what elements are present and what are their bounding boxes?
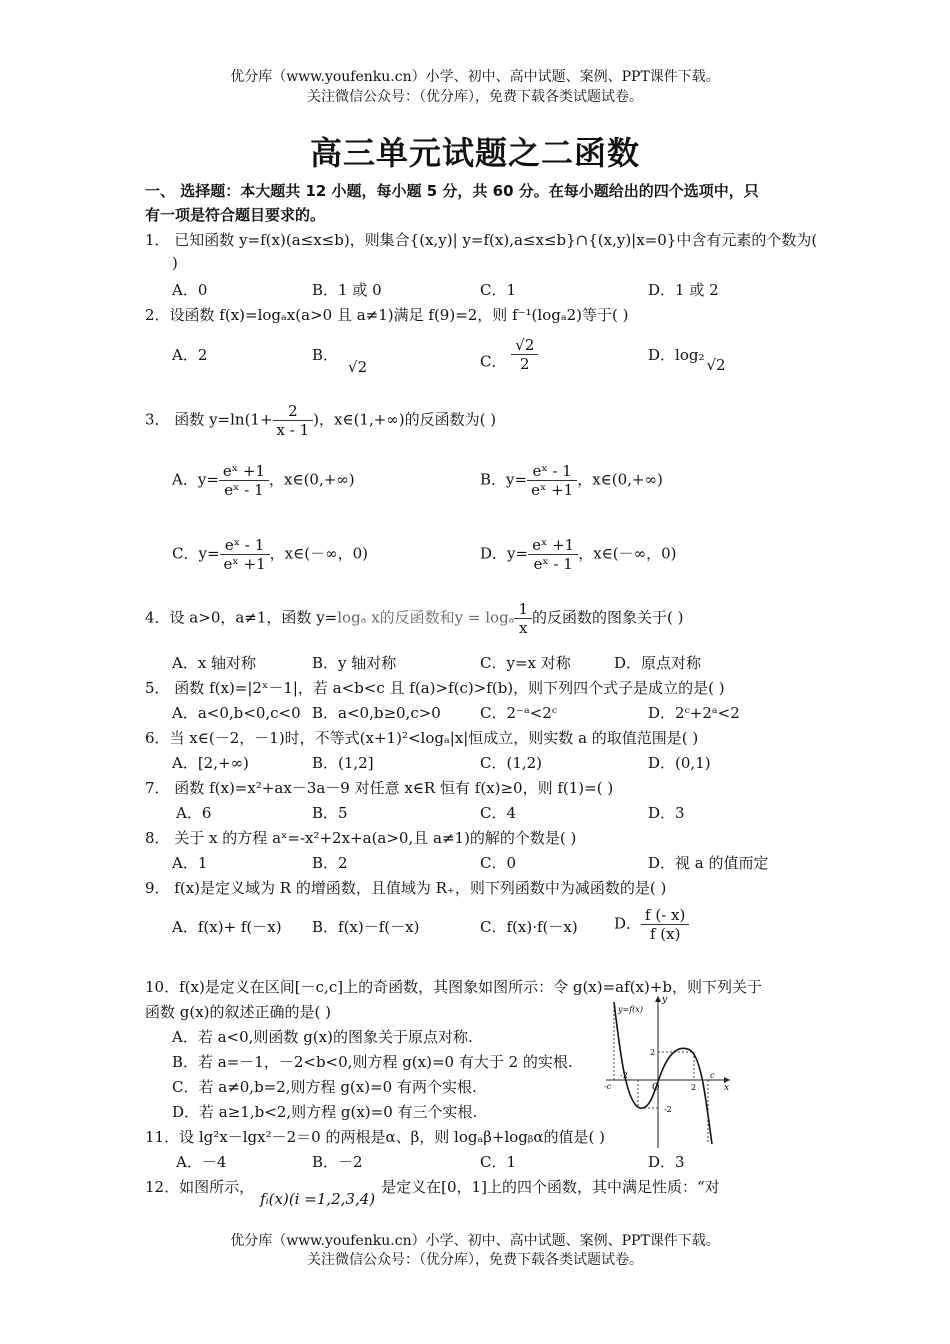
q2-option-b-label: B． xyxy=(312,346,339,364)
q3-option-d: D．y= $\frac{\text{eˣ +1}}{\text{eˣ - 1}}$ ，x∈(－∞，0) xyxy=(480,536,677,573)
graph-tick-negc: -c xyxy=(604,1082,612,1091)
graph-tick-x2: 2 xyxy=(691,1083,697,1092)
graph-y-arrow xyxy=(655,996,661,1002)
footer-line-2: 关注微信公众号：（优分库），免费下载各类试题试卷。 xyxy=(307,1252,643,1268)
q1-stem: 1． 已知函数 y=f(x)(a≤x≤b)，则集合{(x,y)| y=f(x),a≤x≤b}∩{(x,y)|x=0}中含有元素的个数为( xyxy=(145,231,818,249)
q7-option-a: A．6 xyxy=(176,804,212,822)
q2-stem: 2．设函数 f(x)=logₐx(a>0 且 a≠1)满足 f(9)=2，则 f⁻¹(logₐ2)等于( ) xyxy=(145,306,629,324)
q3-stem-fraction: $\frac{2}{x - 1}$ xyxy=(273,402,314,439)
q4-option-a: A．x 轴对称 xyxy=(172,654,257,672)
q10-option-c: C．若 a≠0,b=2,则方程 g(x)=0 有两个实根. xyxy=(172,1078,477,1096)
q8-stem: 8． 关于 x 的方程 aˣ=-x²+2x+a(a>0,且 a≠1)的解的个数是( ) xyxy=(145,829,577,847)
section-heading-line-2: 有一项是符合题目要求的。 xyxy=(145,206,326,224)
q5-option-c: C．2⁻ᵃ<2ᶜ xyxy=(480,704,558,722)
q4-stem: 4．设 a>0，a≠1，函数 y=logₐ x的反函数和y = logₐ $\frac{1}{x}$ 的反函数的图象关于( ) xyxy=(145,600,684,637)
q12-stem: 12．如图所示，fᵢ(x)(i =1,2,3,4)是定义在[0，1]上的四个函数，其中满足性质：“对 xyxy=(145,1178,720,1208)
q5-option-b: B．a<0,b≥0,c>0 xyxy=(312,704,441,722)
q6-option-d: D．(0,1) xyxy=(648,754,711,772)
q8-option-d: D．视 a 的值而定 xyxy=(648,854,769,872)
q2-option-b-radical: √2 xyxy=(348,358,368,376)
q8-option-b: B．2 xyxy=(312,854,348,872)
graph-y-label: y xyxy=(662,995,668,1005)
q3-option-a: A．y= $\frac{\text{eˣ +1}}{\text{eˣ - 1}}$ ，x∈(0,+∞) xyxy=(172,462,355,499)
q1-option-a: A．0 xyxy=(172,281,208,299)
q10-option-b: B．若 a=－1，－2<b<0,则方程 g(x)=0 有大于 2 的实根. xyxy=(172,1053,573,1071)
q5-option-d: D．2ᶜ+2ᵃ<2 xyxy=(648,704,740,722)
q10-function-graph xyxy=(596,992,736,1152)
q4-option-c: C．y=x 对称 xyxy=(480,654,571,672)
q3-option-b: B．y= $\frac{\text{eˣ - 1}}{\text{eˣ +1}}$ ，x∈(0,+∞) xyxy=(480,462,663,499)
header-line-2: 关注微信公众号：（优分库），免费下载各类试题试卷。 xyxy=(307,89,643,105)
header-line-1: 优分库（www.youfenku.cn）小学、初中、高中试题、案例、PPT课件下载。 xyxy=(230,69,720,85)
q9-option-b: B．f(x)－f(－x) xyxy=(312,918,420,936)
q2-option-d xyxy=(648,344,726,374)
graph-origin: O xyxy=(652,1083,660,1093)
q7-option-d: D．3 xyxy=(648,804,685,822)
q6-option-b: B．(1,2] xyxy=(312,754,374,772)
q6-option-c: C．(1,2) xyxy=(480,754,543,772)
q11-option-b: B．－2 xyxy=(312,1153,363,1171)
page-title: 高三单元试题之二函数 xyxy=(309,134,640,172)
q4-option-b: B．y 轴对称 xyxy=(312,654,397,672)
q2-option-d-label: D．log₂ xyxy=(648,346,705,364)
q10-option-d: D．若 a≥1,b<2,则方程 g(x)=0 有三个实根. xyxy=(172,1103,478,1121)
q1-option-d: D．1 或 2 xyxy=(648,281,719,299)
q4-option-d: D．原点对称 xyxy=(614,654,702,672)
q7-option-b: B．5 xyxy=(312,804,348,822)
graph-tick-c: c xyxy=(710,1071,715,1080)
q9-stem: 9． f(x)是定义域为 R 的增函数，且值域为 R₊，则下列函数中为减函数的是( ) xyxy=(145,879,667,897)
q6-stem: 6．当 x∈(－2，－1)时，不等式(x+1)²<logₐ|x|恒成立，则实数 a 的取值范围是( ) xyxy=(145,729,699,747)
q5-option-a: A．a<0,b<0,c<0 xyxy=(172,704,301,722)
q1-option-c: C．1 xyxy=(480,281,517,299)
q7-stem: 7． 函数 f(x)=x²+ax－3a－9 对任意 x∈R 恒有 f(x)≥0，则 f(1)=( ) xyxy=(145,779,614,797)
section-heading-line-1: 一、 选择题：本大题共 12 小题，每小题 5 分，共 60 分。在每小题给出的四个选项中，只 xyxy=(145,182,759,200)
q2-option-a: A．2 xyxy=(172,346,208,364)
q10-option-a: A．若 a<0,则函数 g(x)的图象关于原点对称. xyxy=(172,1028,473,1046)
q11-stem: 11．设 lg²x－lgx²－2＝0 的两根是α、β，则 logₐβ+logᵦα的值是( ) xyxy=(145,1128,605,1146)
q1-stem-cont: ) xyxy=(172,254,178,272)
graph-tick-y2: 2 xyxy=(650,1048,656,1057)
q11-option-c: C．1 xyxy=(480,1153,517,1171)
q2-option-b xyxy=(312,344,368,376)
graph-tick-yneg2: -2 xyxy=(664,1105,672,1114)
q2-option-c xyxy=(480,336,538,381)
q5-stem: 5． 函数 f(x)=|2ˣ－1|，若 a<b<c 且 f(a)>f(c)>f(b)，则下列四个式子是成立的是( ) xyxy=(145,679,725,697)
q10-stem: 10．f(x)是定义在区间[－c,c]上的奇函数，其图象如图所示：令 g(x)=af(x)+b，则下列关于 xyxy=(145,978,763,996)
graph-curve xyxy=(614,1002,712,1144)
q3-stem: 3． 函数 y=ln(1+ $\frac{2}{x - 1}$ )，x∈(1,+∞)的反函数为( ) xyxy=(145,402,497,439)
q1-option-b: B．1 或 0 xyxy=(312,281,382,299)
q11-option-d: D．3 xyxy=(648,1153,685,1171)
q11-option-a: A．－4 xyxy=(176,1153,227,1171)
q6-option-a: A．[2,+∞) xyxy=(172,754,249,772)
q9-option-c: C．f(x)·f(－x) xyxy=(480,918,578,936)
graph-x-label: x xyxy=(724,1083,730,1093)
q12-formula: fᵢ(x)(i =1,2,3,4) xyxy=(260,1190,376,1208)
q7-option-c: C．4 xyxy=(480,804,517,822)
q9-option-a: A．f(x)+ f(－x) xyxy=(172,918,282,936)
footer-line-1: 优分库（www.youfenku.cn）小学、初中、高中试题、案例、PPT课件下载。 xyxy=(230,1233,720,1249)
graph-tick-xneg2: -2 xyxy=(620,1071,628,1080)
q10-stem-cont: 函数 g(x)的叙述正确的是( ) xyxy=(145,1003,332,1021)
q2-option-d-radical: √2 xyxy=(706,356,726,374)
graph-func-label: y=f(x) xyxy=(618,1005,643,1014)
q8-option-a: A．1 xyxy=(172,854,208,872)
q2-option-c-fraction: $\frac{√2}{2}$ xyxy=(511,336,538,373)
q8-option-c: C．0 xyxy=(480,854,517,872)
q2-option-c-label: C． xyxy=(480,352,507,371)
q9-option-d: D． $\frac{f (- x)}{f (x)}$ xyxy=(614,906,689,943)
q3-option-c: C．y= $\frac{\text{eˣ - 1}}{\text{eˣ +1}}$ ，x∈(－∞，0) xyxy=(172,536,368,573)
